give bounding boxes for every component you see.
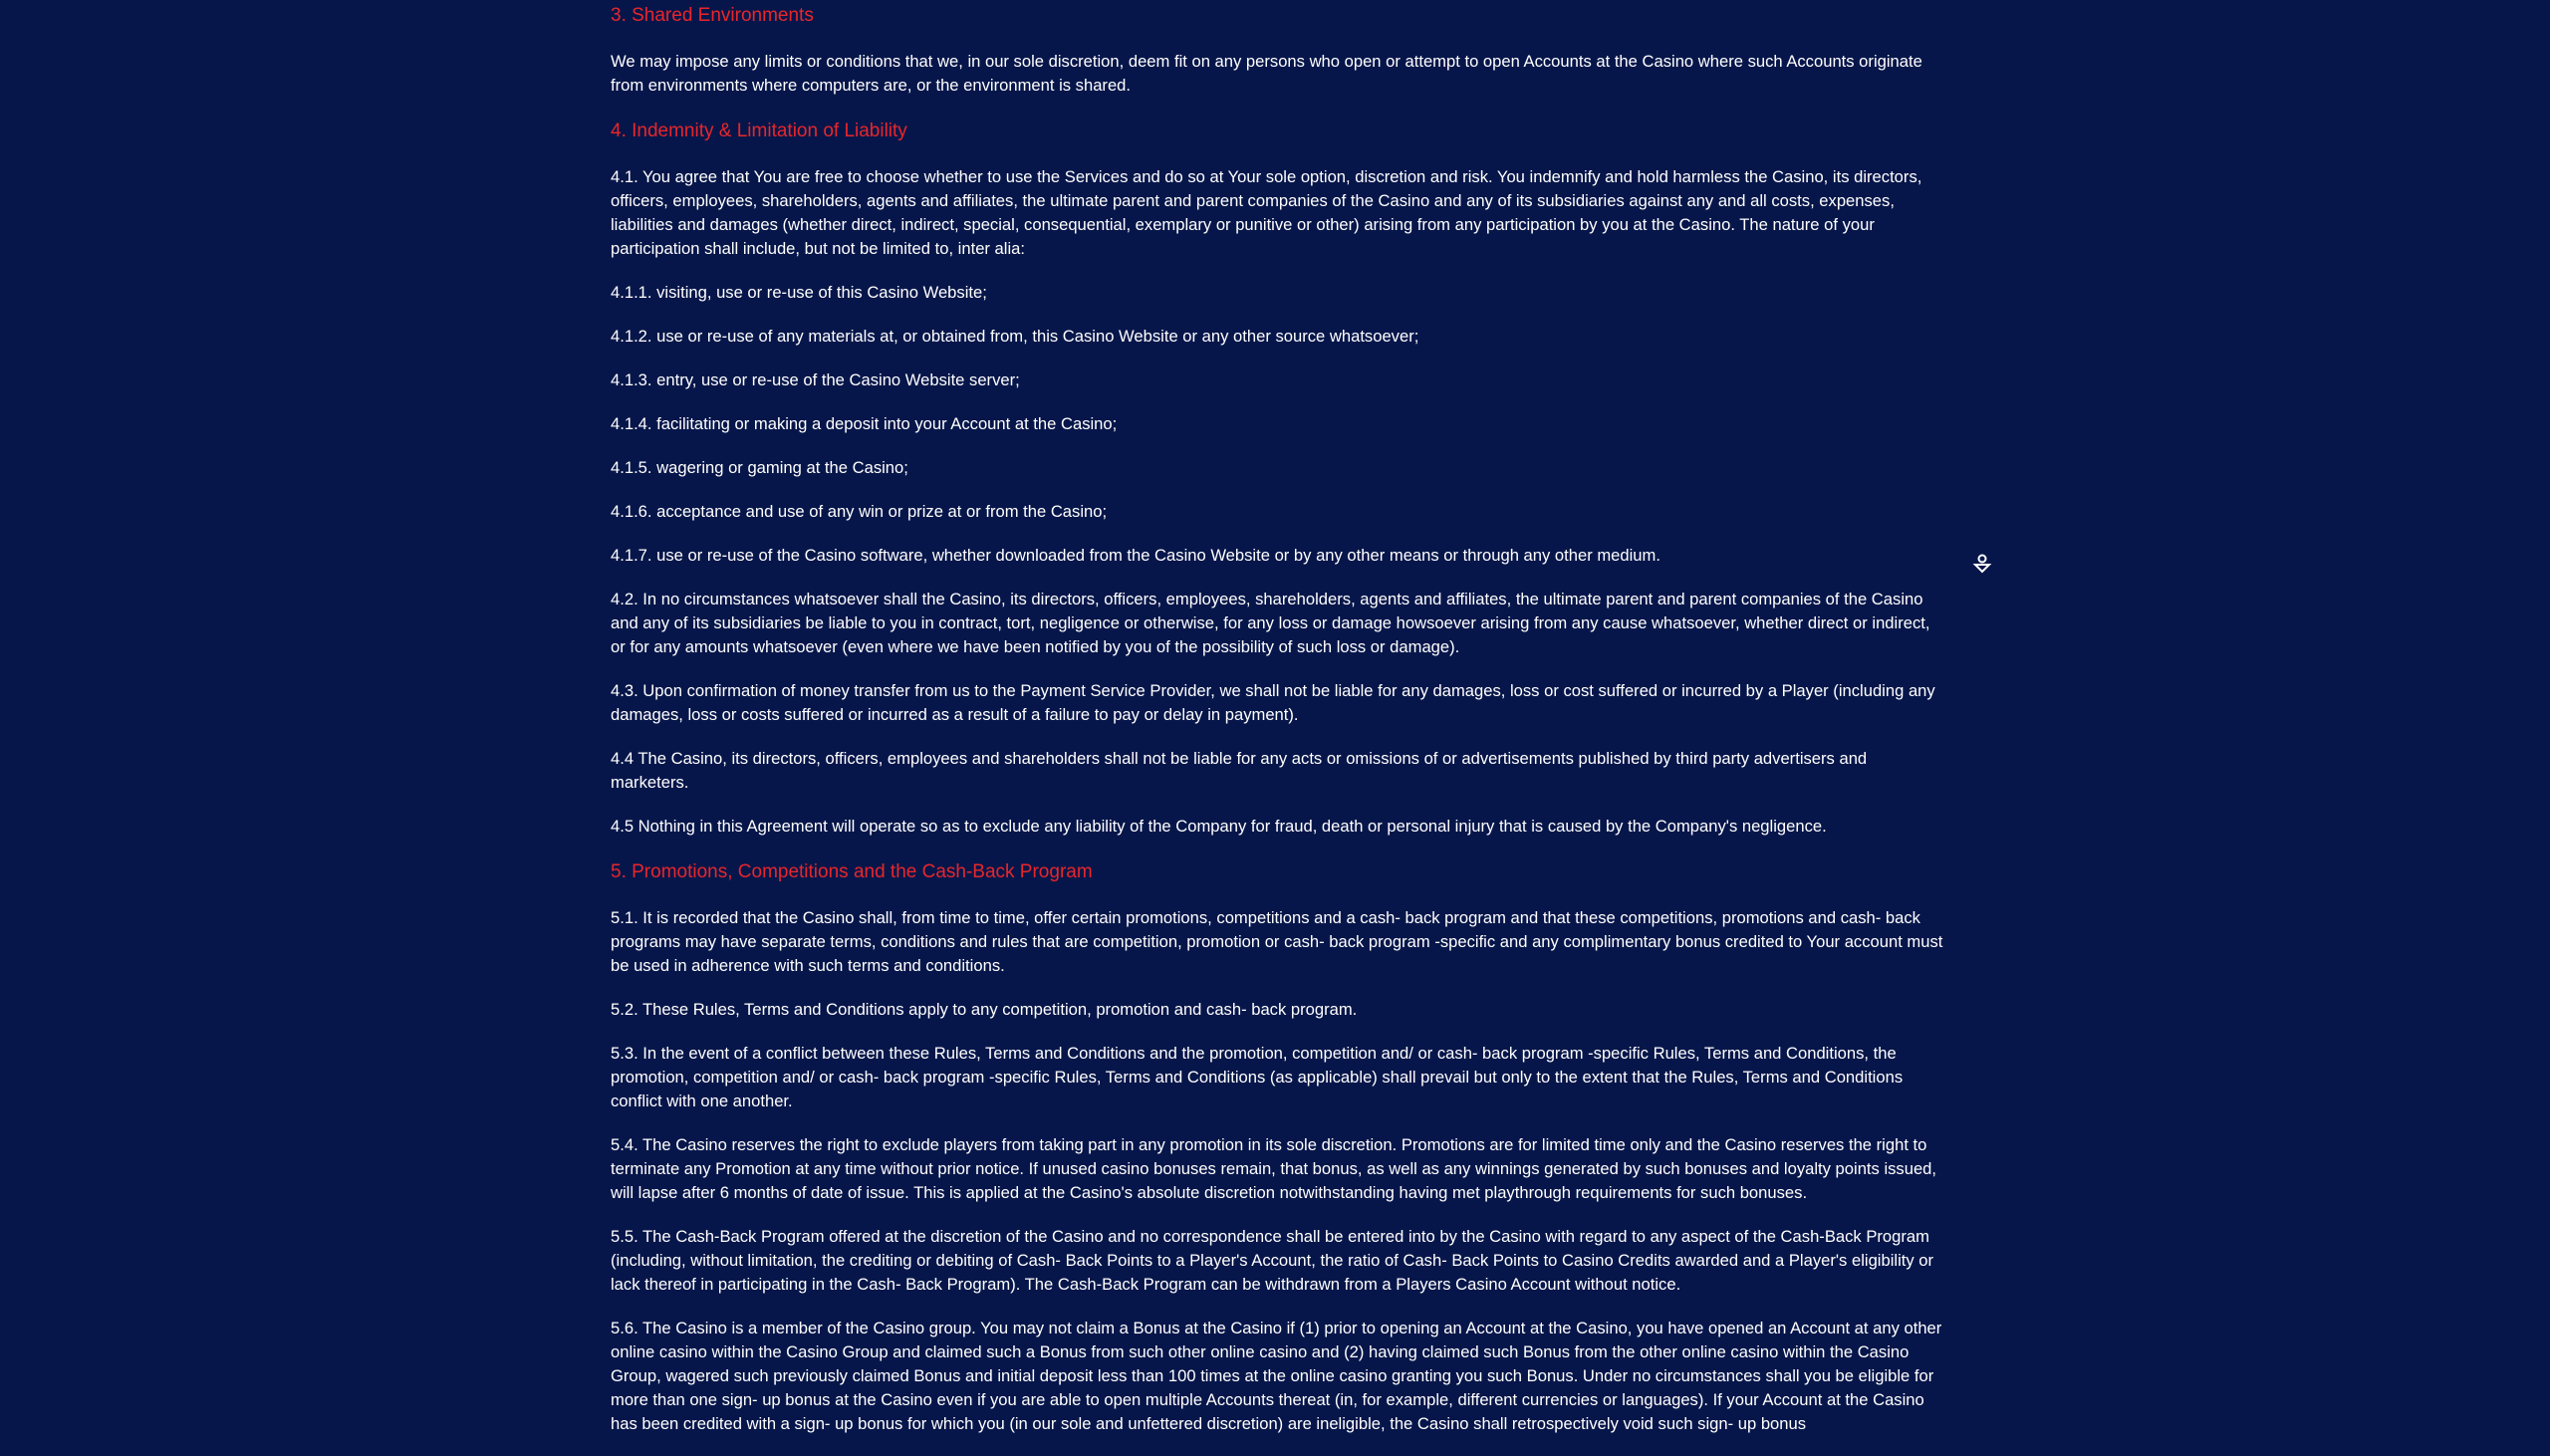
section-heading: 5. Promotions, Competitions and the Cash-Back Program [611, 861, 1093, 882]
section-heading: 3. Shared Environments [611, 5, 814, 26]
terms-paragraph: 4.1. You agree that You are free to choose whether to use the Services and do so at Your sole option, discretion and risk. You indemnify and hold harmless the Casino, its directors, officers, employees, shareholders, agents and affiliates, the ultimate parent and parent companies of the Casino and any of its subsidiaries against any and all costs, expenses, liabilities and damages (whether direct, indirect, special, consequential, exemplary or punitive or other) arising from any participation by you at the Casino. The nature of your participation shall include, but not be limited to, inter alia: [611, 167, 1922, 258]
terms-paragraph: 4.3. Upon confirmation of money transfer from us to the Payment Service Provider, we shall not be liable for any damages, loss or cost suffered or incurred by a Player (including any damages, loss or costs suffered or incurred as a result of a failure to pay or delay in payment). [611, 681, 1935, 724]
terms-paragraph: 5.3. In the event of a conflict between these Rules, Terms and Conditions and the promotion, competition and/ or cash- back program -specific Rules, Terms and Conditions, the promotion, competition and/ or cash- back program -specific Rules, Terms and Conditions (as applicable) shall prevail but only to the extent that the Rules, Terms and Conditions conflict with one another. [611, 1044, 1904, 1110]
terms-paragraph: We may impose any limits or conditions that we, in our sole discretion, deem fit on any persons who open or attempt to open Accounts at the Casino where such Accounts originate from environments where computers are, or the environment is shared. [611, 52, 1922, 95]
terms-paragraph: 4.1.2. use or re-use of any materials at, or obtained from, this Casino Website or any other source whatsoever; [611, 327, 1419, 346]
terms-paragraph: 4.1.6. acceptance and use of any win or prize at or from the Casino; [611, 502, 1108, 521]
terms-paragraph: 4.1.7. use or re-use of the Casino software, whether downloaded from the Casino Website or by any other means or through any other medium. [611, 546, 1660, 565]
terms-paragraph: 4.1.1. visiting, use or re-use of this Casino Website; [611, 283, 987, 302]
terms-paragraph: 5.4. The Casino reserves the right to exclude players from taking part in any promotion in its sole discretion. Promotions are for limited time only and the Casino reserves the right to terminate any Promotion at any time without prior notice. If unused casino bonuses remain, that bonus, as well as any winnings generated by such bonuses and loyalty points issued, will lapse after 6 months of date of issue. This is applied at the Casino's absolute discretion notwithstanding having met playthrough requirements for such bonuses. [611, 1135, 1937, 1202]
scroll-cursor-icon [1972, 553, 1992, 575]
section-heading: 4. Indemnity & Limitation of Liability [611, 121, 907, 141]
terms-paragraph: 5.1. It is recorded that the Casino shall, from time to time, offer certain promotions, competitions and a cash- back program and that these competitions, promotions and cash- back programs may have separate terms, conditions and rules that are competition, promotion or cash- back program -specific and any complimentary bonus credited to Your account must be used in adherence with such terms and conditions. [611, 908, 1943, 975]
terms-paragraph: 4.1.4. facilitating or making a deposit into your Account at the Casino; [611, 414, 1118, 433]
terms-paragraph: 4.1.3. entry, use or re-use of the Casino Website server; [611, 370, 1020, 389]
terms-paragraph: 5.2. These Rules, Terms and Conditions apply to any competition, promotion and cash- back program. [611, 1000, 1358, 1019]
terms-paragraph: 4.1.5. wagering or gaming at the Casino; [611, 458, 908, 477]
terms-paragraph: 4.4 The Casino, its directors, officers, employees and shareholders shall not be liable for any acts or omissions of or advertisements published by third party advertisers and marketers. [611, 749, 1868, 792]
terms-paragraph: 5.6. The Casino is a member of the Casino group. You may not claim a Bonus at the Casino if (1) prior to opening an Account at the Casino, you have opened an Account at any other online casino within the Casino Group and claimed such a Bonus from such other online casino and (2) having claimed such Bonus from the other online casino within the Casino Group, wagered such previously claimed Bonus and initial deposit less than 100 times at the online casino granting you such Bonus. Under no circumstances shall you be eligible for more than one sign- up bonus at the Casino even if you are able to open multiple Accounts thereat (in, for example, different currencies or languages). If your Account at the Casino has been credited with a sign- up bonus for which you (in our sole and unfettered discretion) are ineligible, the Casino shall retrospectively void such sign- up bonus [611, 1319, 1942, 1433]
terms-content [611, 2, 1945, 1456]
terms-paragraph: 5.5. The Cash-Back Program offered at the discretion of the Casino and no correspondence shall be entered into by the Casino with regard to any aspect of the Cash-Back Program (including, without limitation, the crediting or debiting of Cash- Back Points to a Player's Account, the ratio of Cash- Back Points to Casino Credits awarded and a Player's eligibility or lack thereof in participating in the Cash- Back Program). The Cash-Back Program can be withdrawn from a Players Casino Account without notice. [611, 1227, 1934, 1294]
terms-paragraph: 4.2. In no circumstances whatsoever shall the Casino, its directors, officers, employees, shareholders, agents and affiliates, the ultimate parent and parent companies of the Casino and any of its subsidiaries be liable to you in contract, tort, negligence or otherwise, for any loss or damage howsoever arising from any cause whatsoever, whether direct or indirect, or for any amounts whatsoever (even where we have been notified by you of the possibility of such loss or damage). [611, 590, 1930, 656]
terms-paragraph: 4.5 Nothing in this Agreement will operate so as to exclude any liability of the Company for fraud, death or personal injury that is caused by the Company's negligence. [611, 817, 1827, 836]
